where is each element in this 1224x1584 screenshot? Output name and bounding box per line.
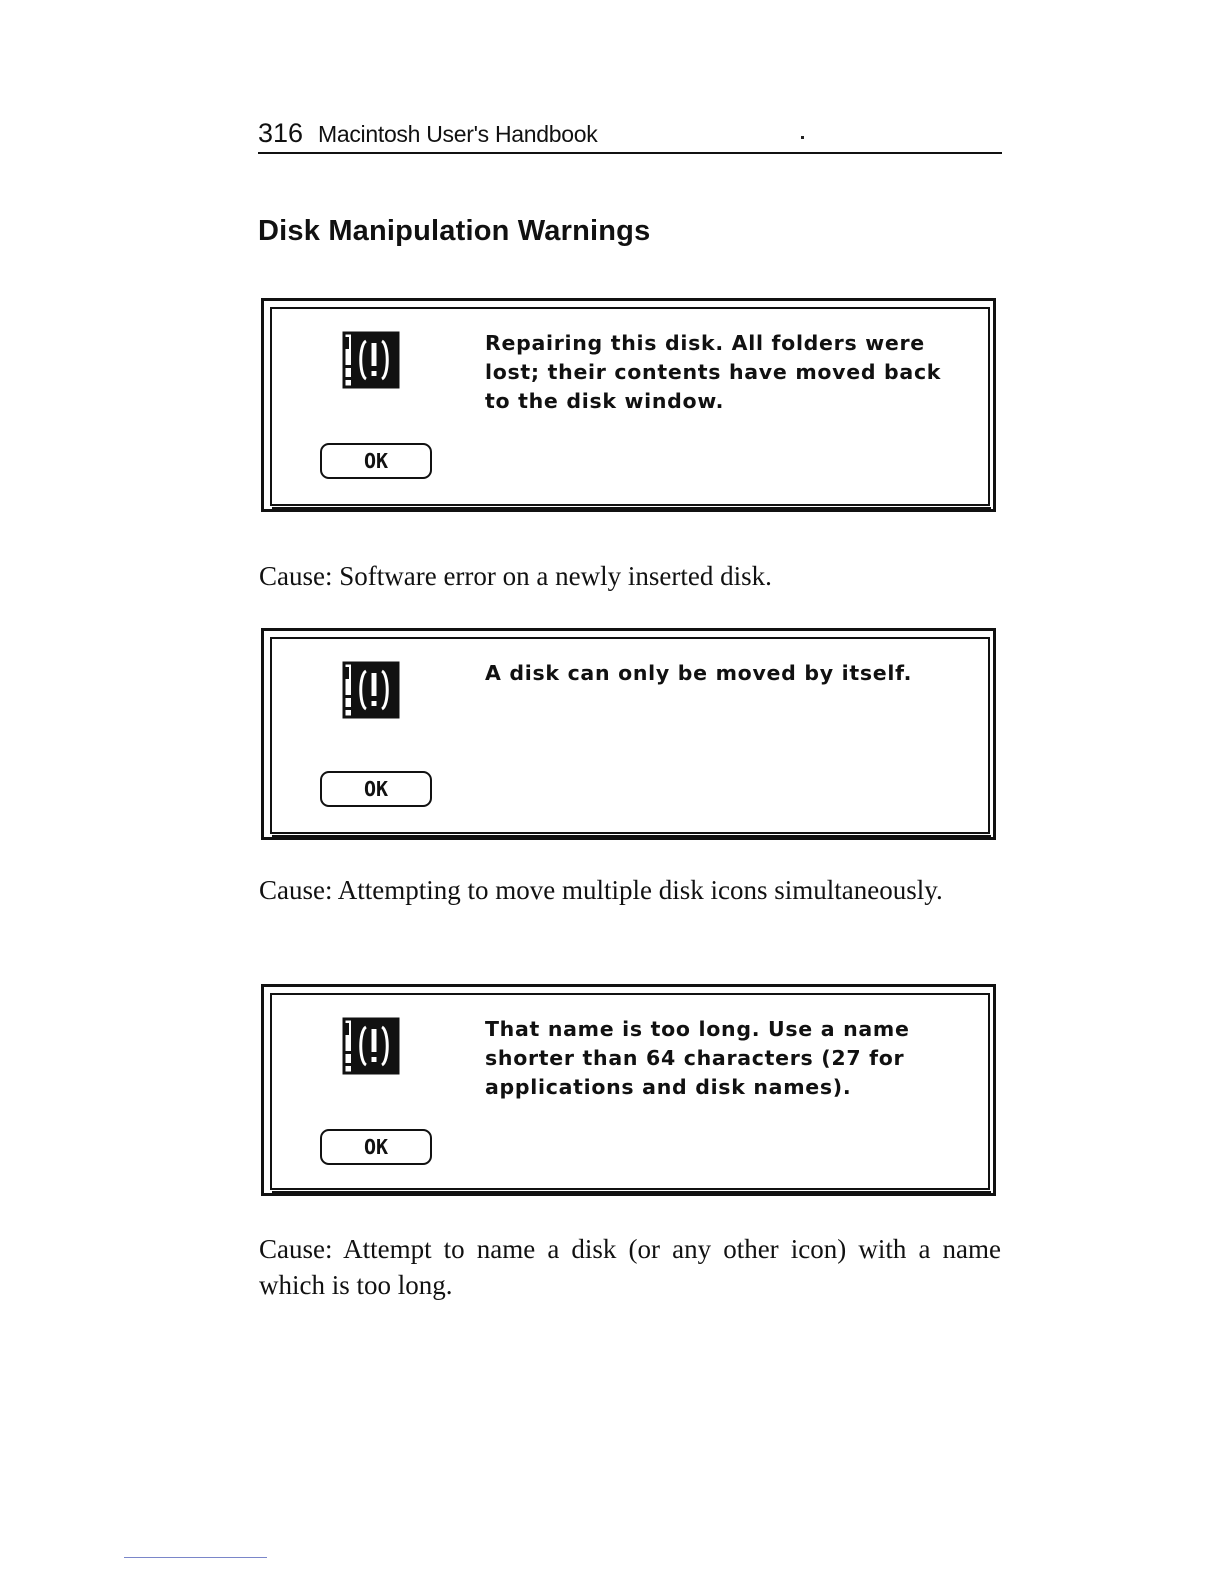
alert-disk-icon [342, 661, 400, 719]
cause-text: Cause: Attempting to move multiple disk icons simultaneously. [259, 875, 943, 905]
alert-message: A disk can only be moved by itself. [485, 661, 913, 685]
book-title: Macintosh User's Handbook [318, 121, 598, 147]
ok-button[interactable]: OK [320, 1129, 432, 1165]
page-header [258, 116, 1002, 154]
footnote-rule [124, 1557, 267, 1558]
alert-disk-icon [342, 1017, 400, 1075]
alert-message: That name is too long. Use a name shorter than 64 characters (27 for applications and disk names). [485, 1017, 910, 1099]
alert-dialog-3 [261, 984, 996, 1196]
stray-dot [801, 136, 804, 139]
ok-button[interactable]: OK [320, 771, 432, 807]
cause-text: Cause: Attempt to name a disk (or any other icon) with a name which is too long. [259, 1234, 1001, 1300]
alert-message: Repairing this disk. All folders were lost; their contents have moved back to the disk window. [485, 331, 942, 413]
alert-dialog-1 [261, 298, 996, 512]
cause-text: Cause: Software error on a newly inserted disk. [259, 561, 772, 591]
alert-dialog-2 [261, 628, 996, 840]
dialog-frame [270, 637, 990, 834]
dialog-frame [270, 307, 990, 506]
ok-button[interactable]: OK [320, 443, 432, 479]
page-number: 316 [258, 118, 304, 148]
section-title: Disk Manipulation Warnings [258, 215, 651, 247]
alert-disk-icon [342, 331, 400, 389]
dialog-frame [270, 993, 990, 1190]
